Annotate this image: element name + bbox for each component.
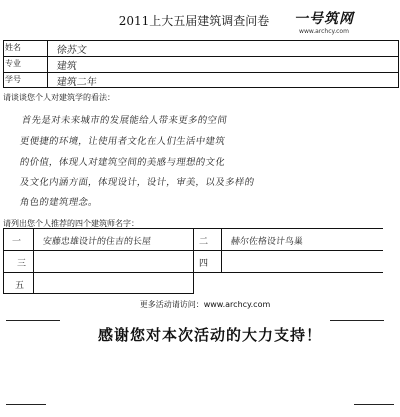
info-table	[3, 40, 399, 88]
major-label: 专业	[5, 59, 21, 68]
name-value: 徐苏文	[56, 45, 88, 56]
answer-line: 的价值，体现人对建筑空间的美感与理想的文化	[19, 157, 226, 168]
major-value: 建筑	[56, 61, 78, 72]
divider	[193, 228, 194, 294]
divider	[6, 404, 46, 405]
divider	[3, 40, 4, 88]
divider	[354, 404, 394, 405]
divider	[47, 40, 48, 88]
divider	[3, 228, 4, 294]
question1-prompt: 请谈谈您个人对建筑学的看法：	[3, 93, 115, 102]
logo	[288, 8, 360, 42]
footer-url: 更多活动请访问：www.archcy.com	[139, 300, 271, 309]
student-id-value: 建筑二年	[56, 77, 98, 88]
row-number: 三	[17, 259, 27, 269]
row-number: 一	[12, 237, 22, 247]
answer-line: 更便捷的环境，让使用者文化在人们生活中建筑	[19, 136, 226, 147]
divider	[398, 40, 399, 88]
divider	[3, 293, 193, 294]
divider	[330, 320, 384, 321]
logo-url: www.archcy.com	[299, 28, 349, 35]
name-label: 姓名	[5, 43, 21, 52]
row-number: 四	[199, 259, 209, 269]
answer-line: 及文化内涵方面，体现设计，设计，审美，以及多样的	[19, 177, 256, 188]
question2-prompt: 请列出您个人推荐的四个建筑师名字：	[3, 219, 139, 228]
answer-line: 首先是对未来城市的发展能给人带来更多的空间	[21, 115, 228, 126]
logo-wordmark: 一号筑网	[294, 11, 354, 27]
architect-entry: 赫尔佐格设计鸟巢	[230, 237, 304, 247]
architects-grid	[3, 228, 383, 294]
divider	[33, 228, 34, 294]
student-id-label: 学号	[5, 75, 21, 84]
page-title: 2011上大五届建筑调查问卷	[118, 14, 270, 28]
divider	[6, 320, 60, 321]
divider	[221, 228, 222, 272]
row-number: 五	[15, 281, 25, 291]
thanks-message: 感谢您对本次活动的大力支持！	[97, 326, 322, 344]
architect-entry: 安藤忠雄设计的住吉的长屋	[42, 237, 152, 247]
answer-line: 角色的建筑理念。	[19, 197, 99, 208]
row-number: 二	[199, 237, 209, 247]
